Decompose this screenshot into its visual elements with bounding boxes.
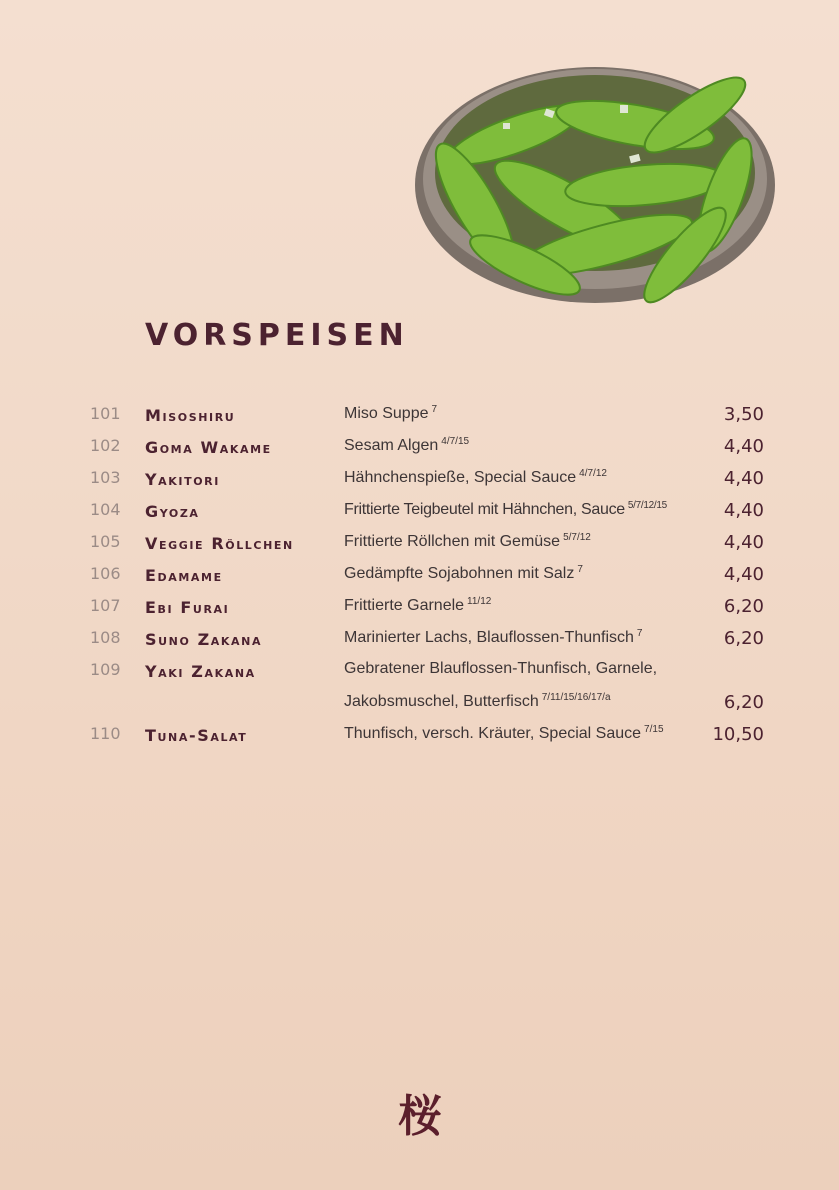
menu-item bbox=[0, 720, 839, 752]
item-description: Thunfisch, versch. Kräuter, Special Sauce $^{7/15}$ bbox=[344, 724, 664, 742]
item-price: 6,20 bbox=[723, 596, 764, 617]
item-description: Miso Suppe $^7$ bbox=[344, 404, 438, 422]
item-name: Edamame bbox=[145, 566, 223, 585]
menu-item bbox=[0, 432, 839, 464]
menu-item bbox=[0, 400, 839, 432]
item-price: 4,40 bbox=[723, 436, 764, 457]
item-price: 4,40 bbox=[723, 468, 764, 489]
item-number: 106 bbox=[90, 564, 121, 583]
item-name: Tuna-Salat bbox=[145, 726, 248, 745]
allergen-codes: 4/7/12 bbox=[579, 468, 607, 479]
item-description: Gebratener Blauflossen-Thunfisch, Garnele, bbox=[344, 660, 658, 677]
allergen-codes: 7 bbox=[431, 404, 438, 415]
item-number: 103 bbox=[90, 468, 121, 487]
item-name: Suno Zakana bbox=[145, 630, 263, 649]
item-price: 4,40 bbox=[723, 532, 764, 553]
item-price: 6,20 bbox=[723, 692, 764, 713]
menu-item bbox=[0, 624, 839, 656]
item-price: 6,20 bbox=[723, 628, 764, 649]
allergen-codes: 7/11/15/16/17/a bbox=[541, 692, 611, 703]
item-description: Marinierter Lachs, Blauflossen-Thunfisch $^7$ bbox=[344, 628, 643, 646]
item-number: 105 bbox=[90, 532, 121, 551]
item-price: 3,50 bbox=[723, 404, 764, 425]
allergen-codes: 5/7/12 bbox=[563, 532, 591, 543]
item-number: 102 bbox=[90, 436, 121, 455]
item-price: 4,40 bbox=[723, 500, 764, 521]
item-description: Frittierte Röllchen mit Gemüse $^{5/7/12}$ bbox=[344, 532, 591, 550]
item-number: 107 bbox=[90, 596, 121, 615]
allergen-codes: 7 bbox=[636, 628, 643, 639]
allergen-codes: 7/15 bbox=[644, 724, 664, 735]
menu-item bbox=[0, 656, 839, 720]
item-description: Frittierte Teigbeutel mit Hähnchen, Sauce $^{5/7/12/15}$ bbox=[344, 500, 667, 518]
item-description: Gedämpfte Sojabohnen mit Salz $^7$ bbox=[344, 564, 583, 582]
allergen-codes: 5/7/12/15 bbox=[627, 500, 667, 511]
menu-item bbox=[0, 496, 839, 528]
item-name: Yakitori bbox=[145, 470, 220, 489]
sakura-logo: 桜 bbox=[398, 1091, 442, 1142]
item-name: Veggie Röllchen bbox=[145, 534, 294, 553]
item-name: Yaki Zakana bbox=[145, 662, 256, 681]
item-price: 10,50 bbox=[712, 724, 764, 745]
item-description-continued: Jakobsmuschel, Butterfisch $^{7/11/15/16/17/a}$ bbox=[344, 692, 611, 710]
section-title: VORSPEISEN bbox=[145, 318, 409, 353]
item-price: 4,40 bbox=[723, 564, 764, 585]
allergen-codes: 7 bbox=[577, 564, 583, 575]
edamame-bowl-image bbox=[405, 55, 785, 320]
allergen-codes: 11/12 bbox=[467, 596, 492, 607]
menu-item bbox=[0, 560, 839, 592]
item-name: Ebi Furai bbox=[145, 598, 230, 617]
item-number: 109 bbox=[90, 660, 121, 679]
item-name: Misoshiru bbox=[145, 406, 236, 425]
item-name: Gyoza bbox=[145, 502, 200, 521]
allergen-codes: 4/7/15 bbox=[441, 436, 470, 447]
item-number: 110 bbox=[90, 724, 121, 743]
item-description: Hähnchenspieße, Special Sauce $^{4/7/12}$ bbox=[344, 468, 607, 486]
item-number: 108 bbox=[90, 628, 121, 647]
item-number: 101 bbox=[90, 404, 121, 423]
menu-item bbox=[0, 464, 839, 496]
item-description: Frittierte Garnele $^{11/12}$ bbox=[344, 596, 492, 614]
item-description: Sesam Algen $^{4/7/15}$ bbox=[344, 436, 470, 454]
menu-item bbox=[0, 528, 839, 560]
item-number: 104 bbox=[90, 500, 121, 519]
item-name: Goma Wakame bbox=[145, 438, 272, 457]
menu-item bbox=[0, 592, 839, 624]
